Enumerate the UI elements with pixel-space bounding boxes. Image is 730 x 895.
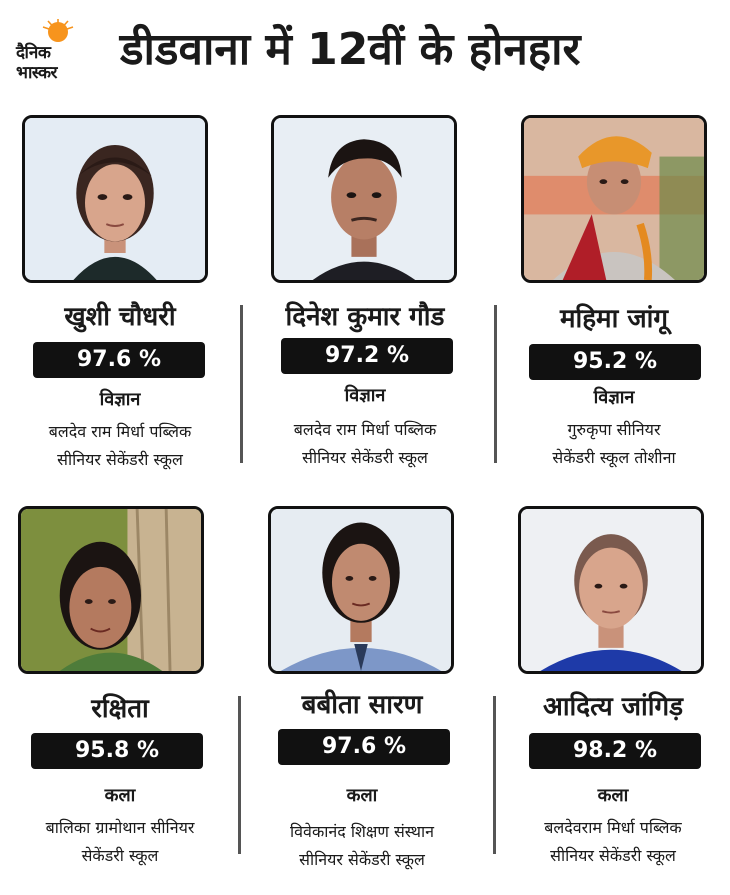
student-percent-badge: 97.6 % [278, 729, 450, 765]
student-school-line1: बलदेव राम मिर्धा पब्लिक [293, 420, 437, 439]
student-name: आदित्य जांगिड़ [542, 692, 684, 722]
student-stream: कला [104, 785, 136, 806]
student-photo-mahima [521, 115, 707, 283]
student-stream: विज्ञान [593, 387, 635, 408]
page-title: डीडवाना में 12वीं के होनहार [120, 24, 581, 75]
dainik-bhaskar-logo [14, 18, 94, 88]
student-photo-dinesh [271, 115, 457, 283]
student-school-line2: सीनियर सेकेंडरी स्कूल [299, 850, 425, 869]
student-school-line1: बालिका ग्रामोथान सीनियर [45, 818, 195, 837]
student-school-line1: विवेकानंद शिक्षण संस्थान [290, 822, 434, 841]
student-school-line2: सेकेंडरी स्कूल तोशीना [552, 448, 676, 467]
divider-row1-left [240, 305, 243, 463]
student-stream: विज्ञान [344, 385, 386, 406]
student-percent-badge: 97.2 % [281, 338, 453, 374]
brand-line-1: दैनिक [16, 43, 51, 63]
student-percent-badge: 95.2 % [529, 344, 701, 380]
student-school-line2: सीनियर सेकेंडरी स्कूल [550, 846, 676, 865]
brand-line-2: भास्कर [16, 63, 57, 83]
student-percent-badge: 95.8 % [31, 733, 203, 769]
student-name: खुशी चौधरी [64, 302, 176, 332]
student-name: महिमा जांगू [559, 304, 669, 334]
student-stream: कला [597, 785, 629, 806]
student-school-line2: सीनियर सेकेंडरी स्कूल [57, 450, 183, 469]
student-name: बबीता सारण [301, 690, 423, 720]
student-photo-babita [268, 506, 454, 674]
student-percent-badge: 98.2 % [529, 733, 701, 769]
student-name: दिनेश कुमार गौड [285, 302, 445, 332]
student-stream: विज्ञान [99, 389, 141, 410]
student-photo-rakshita [18, 506, 204, 674]
student-school-line1: गुरुकृपा सीनियर [567, 420, 661, 439]
student-school-line1: बलदेवराम मिर्धा पब्लिक [544, 818, 682, 837]
student-school-line2: सेकेंडरी स्कूल [81, 846, 159, 865]
student-photo-aditya [518, 506, 704, 674]
student-school-line1: बलदेव राम मिर्धा पब्लिक [48, 422, 192, 441]
student-stream: कला [346, 785, 378, 806]
student-percent-badge: 97.6 % [33, 342, 205, 378]
student-photo-khushi [22, 115, 208, 283]
sun-icon [48, 22, 68, 42]
student-name: रक्षिता [91, 694, 149, 724]
student-school-line2: सीनियर सेकेंडरी स्कूल [302, 448, 428, 467]
